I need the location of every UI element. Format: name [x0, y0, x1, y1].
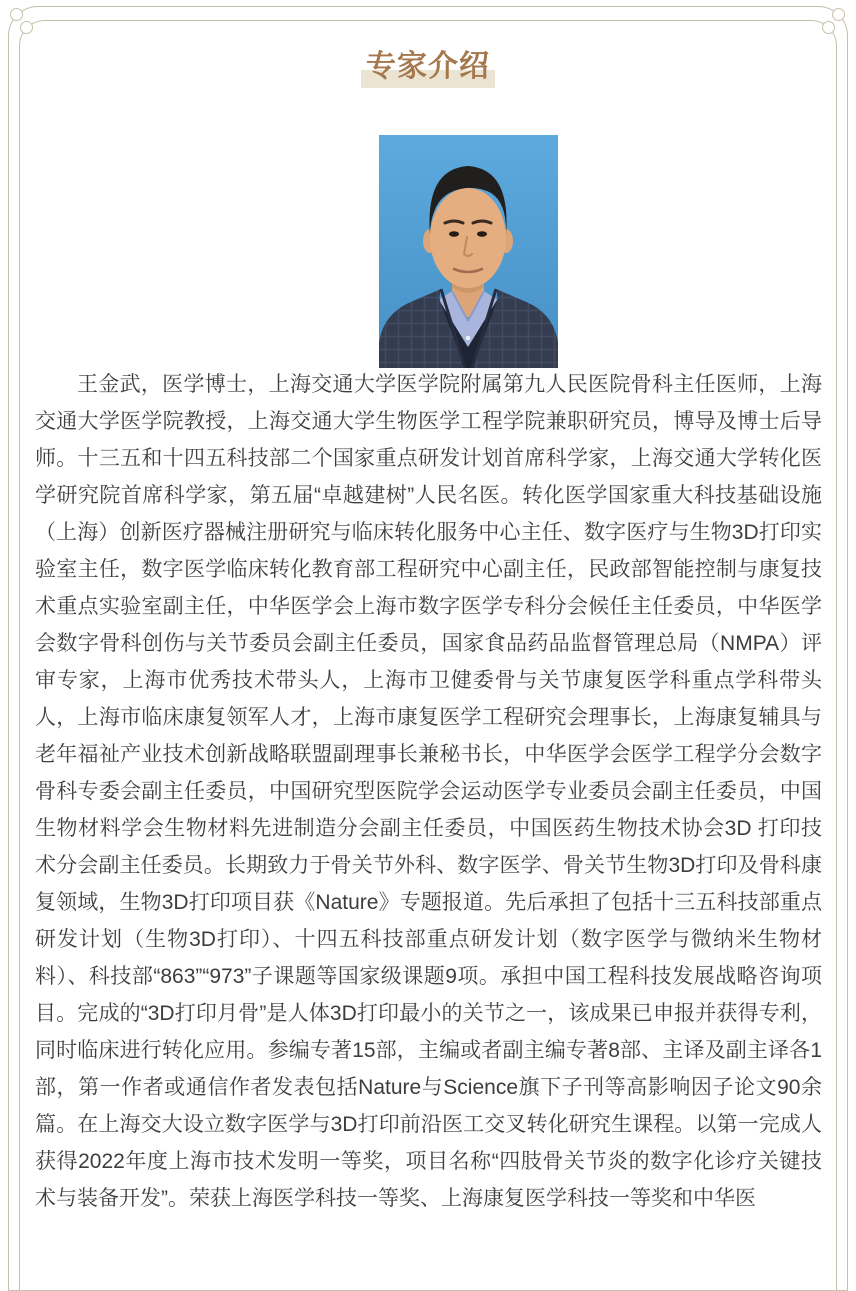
section-title-wrap [0, 51, 856, 88]
page-title: 专家介绍 [361, 51, 495, 88]
frame-corner-ornament [822, 21, 835, 34]
expert-portrait-photo [379, 135, 558, 368]
frame-corner-ornament [832, 8, 845, 21]
bio-paragraph: 王金武，医学博士，上海交通大学医学院附属第九人民医院骨科主任医师，上海交通大学医学院教授，上海交通大学生物医学工程学院兼职研究员，博导及博士后导师。十三五和十四五科技部二个国家重点研发计划首席科学家，上海交通大学转化医学研究院首席科学家，第五届“卓越建树”人民名医。转化医学国家重大科技基础设施（上海）创新医疗器械注册研究与临床转化服务中心主任、数字医疗与生物3D打印实验室主任，数字医学临床转化教育部工程研究中心副主任，民政部智能控制与康复技术重点实验室副主任，中华医学会上海市数字医学专科分会候任主任委员，中华医学会数字骨科创伤与关节委员会副主任委员，国家食品药品监督管理总局（NMPA）评审专家，上海市优秀技术带头人，上海市卫健委骨与关节康复医学科重点学科带头人，上海市临床康复领军人才，上海市康复医学工程研究会理事长，上海康复辅具与老年福祉产业技术创新战略联盟副理事长兼秘书长，中华医学会医学工程学分会数字骨科专委会副主任委员，中国研究型医院学会运动医学专业委员会副主任委员，中国生物材料学会生物材料先进制造分会副主任委员，中国医药生物技术协会3D 打印技术分会副主任委员。长期致力于骨关节外科、数字医学、骨关节生物3D打印及骨科康复领域，生物3D打印项目获《Nature》专题报道。先后承担了包括十三五科技部重点研发计划（生物3D打印）、十四五科技部重点研发计划（数字医学与微纳米生物材料）、科技部“863”“973”子课题等国家级课题9项。承担中国工程科技发展战略咨询项目。完成的“3D打印月骨”是人体3D打印最小的关节之一，该成果已申报并获得专利，同时临床进行转化应用。参编专著15部，主编或者副主编专著8部、主译及副主译各1部，第一作者或通信作者发表包括Nature与Science旗下子刊等高影响因子论文90余篇。在上海交大设立数字医学与3D打印前沿医工交叉转化研究生课程。以第一完成人获得2022年度上海市技术发明一等奖，项目名称“四肢骨关节炎的数字化诊疗关键技术与装备开发”。荣获上海医学科技一等奖、上海康复医学科技一等奖和中华医 [35, 373, 822, 1210]
portrait-illustration [379, 135, 558, 368]
frame-corner-ornament [20, 21, 33, 34]
frame-corner-ornament [10, 8, 23, 21]
